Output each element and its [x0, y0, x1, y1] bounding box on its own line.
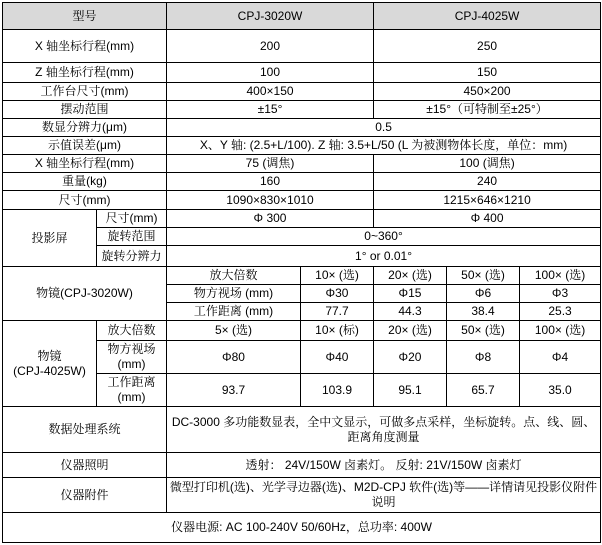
lens-value: 93.7: [167, 374, 301, 407]
spec-label: 数显分辨力(μm): [3, 119, 167, 137]
spec-label: 数据处理系统: [3, 407, 167, 453]
header-row: [3, 3, 601, 30]
spec-label: 摆动范围: [3, 101, 167, 119]
lens-value: 100× (选): [520, 267, 601, 285]
lens-sub-label: 工作距离 (mm): [167, 303, 301, 321]
spec-value-4025w: ±15°（可特制至±25°）: [374, 101, 601, 119]
lens-4025w-magnification-row: [3, 321, 601, 341]
spec-row-x-travel: [3, 30, 601, 63]
spec-value-3020w: ±15°: [167, 101, 374, 119]
lens-value: 103.9: [301, 374, 374, 407]
accessories-row: [3, 478, 601, 513]
lens-value: Φ4: [520, 341, 601, 374]
screen-size-4025w: Φ 400: [374, 210, 601, 228]
spec-label: 仪器附件: [3, 478, 167, 513]
lens-value: 50× (选): [447, 321, 520, 341]
lens-value: Φ30: [301, 285, 374, 303]
lens-4025w-label-line2: (CPJ-4025W): [13, 363, 86, 378]
spec-row-z-travel: [3, 63, 601, 83]
data-processing-row: [3, 407, 601, 453]
spec-value-3020w: 75 (调焦): [167, 155, 374, 173]
lens-value: Φ20: [374, 341, 447, 374]
spec-value-4025w: 240: [374, 173, 601, 191]
spec-value-merged: 透射： 24V/150W 卤素灯。 反射: 21V/150W 卤素灯: [167, 453, 601, 478]
lens-value: 95.1: [374, 374, 447, 407]
header-model-label: 型号: [3, 3, 167, 30]
spec-label: 工作台尺寸(mm): [3, 83, 167, 101]
spec-row-dimensions: [3, 191, 601, 210]
lens-value: 65.7: [447, 374, 520, 407]
spec-label: 重量(kg): [3, 173, 167, 191]
lighting-row: [3, 453, 601, 478]
lens-4025w-label-line1: 物镜: [37, 348, 62, 363]
screen-section-label: 投影屏: [3, 210, 97, 267]
lens-value: Φ15: [374, 285, 447, 303]
header-model-4025w: CPJ-4025W: [374, 3, 601, 30]
spec-label: 仪器照明: [3, 453, 167, 478]
power-footer-row: [3, 513, 601, 543]
lens-sub-label: 放大倍数: [167, 267, 301, 285]
spec-value-merged: X、Y 轴: (2.5+L/100). Z 轴: 3.5+L/50 (L 为被测物体长度，单位：mm): [167, 137, 601, 155]
spec-row-indication-error: [3, 137, 601, 155]
spec-value-3020w: 100: [167, 63, 374, 83]
spec-value-3020w: 1090×830×1010: [167, 191, 374, 210]
lens-value: 20× (选): [374, 267, 447, 285]
spec-value-merged: 微型打印机(选)、光学寻边器(选)、M2D-CPJ 软件(选)等——详情请见投影仪附件说明: [167, 478, 601, 513]
lens-3020w-magnification-row: [3, 267, 601, 285]
lens-value: 25.3: [520, 303, 601, 321]
lens-value: 10× (选): [301, 267, 374, 285]
spec-row-focus-travel: [3, 155, 601, 173]
lens-value: 38.4: [447, 303, 520, 321]
spec-row-swing-range: [3, 101, 601, 119]
spec-value-4025w: 150: [374, 63, 601, 83]
spec-value-3020w: 400×150: [167, 83, 374, 101]
spec-label: Z 轴坐标行程(mm): [3, 63, 167, 83]
lens-sub-label: 物方视场 (mm): [97, 341, 167, 374]
lens-value: 35.0: [520, 374, 601, 407]
lens-value: Φ3: [520, 285, 601, 303]
spec-value-merged: DC-3000 多功能数显表，全中文显示，可做多点采样，坐标旋转。点、线、圆、距离角度测量: [167, 407, 601, 453]
power-footer: 仪器电源: AC 100-240V 50/60Hz，总功率: 400W: [3, 513, 601, 543]
spec-value-4025w: 250: [374, 30, 601, 63]
spec-row-weight: [3, 173, 601, 191]
spec-row-display-resolution: [3, 119, 601, 137]
lens-value: 100× (选): [520, 321, 601, 341]
lens-value: 77.7: [301, 303, 374, 321]
lens-value: 44.3: [374, 303, 447, 321]
lens-value: Φ6: [447, 285, 520, 303]
lens-value: Φ80: [167, 341, 301, 374]
screen-size-row: [3, 210, 601, 228]
lens-value: 10× (标): [301, 321, 374, 341]
spec-label: X 轴坐标行程(mm): [3, 155, 167, 173]
header-model-3020w: CPJ-3020W: [167, 3, 374, 30]
lens-value: Φ40: [301, 341, 374, 374]
spec-label: 尺寸(mm): [3, 191, 167, 210]
lens-4025w-section-label: [3, 321, 97, 407]
spec-label: 示值误差(μm): [3, 137, 167, 155]
spec-label: X 轴坐标行程(mm): [3, 30, 167, 63]
screen-sub-label: 旋转分辨力: [97, 246, 167, 267]
screen-sub-label: 尺寸(mm): [97, 210, 167, 228]
spec-value-merged: 1° or 0.01°: [167, 246, 601, 267]
spec-value-3020w: 160: [167, 173, 374, 191]
lens-sub-label: 物方视场 (mm): [167, 285, 301, 303]
lens-sub-label: 工作距离 (mm): [97, 374, 167, 407]
spec-table: [2, 2, 601, 543]
spec-value-4025w: 450×200: [374, 83, 601, 101]
spec-value-3020w: 200: [167, 30, 374, 63]
screen-sub-label: 旋转范围: [97, 228, 167, 246]
spec-row-table-size: [3, 83, 601, 101]
lens-value: 5× (选): [167, 321, 301, 341]
screen-size-3020w: Φ 300: [167, 210, 374, 228]
lens-value: 20× (选): [374, 321, 447, 341]
lens-value: 50× (选): [447, 267, 520, 285]
lens-value: Φ8: [447, 341, 520, 374]
spec-value-merged: 0.5: [167, 119, 601, 137]
lens-3020w-section-label: 物镜(CPJ-3020W): [3, 267, 167, 321]
spec-value-4025w: 1215×646×1210: [374, 191, 601, 210]
spec-value-merged: 0~360°: [167, 228, 601, 246]
lens-sub-label: 放大倍数: [97, 321, 167, 341]
spec-value-4025w: 100 (调焦): [374, 155, 601, 173]
